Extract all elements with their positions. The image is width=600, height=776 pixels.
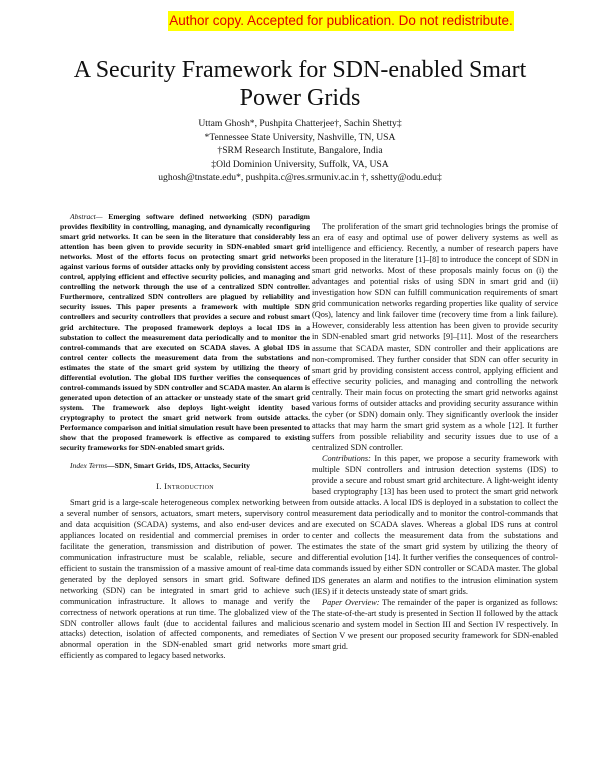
section-title: Introduction [164, 481, 214, 492]
title-line-1: A Security Framework for SDN-enabled Smart [73, 57, 527, 83]
affiliation-3: ‡Old Dominion University, Suffolk, VA, USA [211, 158, 389, 170]
right-paragraph-1: The proliferation of the smart grid technologies brings the promise of an era of easy and optimal use of power delivery systems as well as intelligence and efficiency. Recently, a number of research papers have been proposed in the literature [1]–[8] to introduce the concept of SDN in smart grid networks. Most of these proposals mainly focus on (i) the advantages and potential risks of using SDN in smart grid and (ii) investigation how SDN can fulfill communication requirements of smart grid communication networks regarding properties like quality of service (Qos), latency and link failover time (recovery time from a link failure). However, considerably less attention has been given to provide security in SDN-enabled smart grid networks [9]–[11]. Most of the researchers assume that SCADA master, SDN controller and their applications are non-compromised. They further consider that SDN can offer security in smart grid by providing consistent access control, applying efficient and effective security policies, and managing and controlling the network centrally. Their main focus on protecting the smart grid networks against various forms of outsider attacks and providing security assurance within the cyber (or SDN) domain only. They significantly overlook the insider attacks that may harm the smart grid system as a whole [12]. It further suffers from possible reliability and security issues due to use of a centralized SDN controller. [312, 222, 558, 452]
contributions-text: In this paper, we propose a security framework with multiple SDN controllers and intrusion detection systems (IDS) to provide a secure and robust smart grid architecture. A light-weight identy based cryptography [13] has been used to protect the smart grid network from outside attacks. A local IDS is deployed in a substation to collect the measurement data periodically and to monitor the control-commands that are executed on SCADA slaves. Whereas a global IDS runs at control center and collects the measurement data from the substations and estimates the state of the smart grid system by utilizing the theory of differential evolution [14]. It further verifies the consequences of control-commands issued by either SDN controller or SCADA master. The global IDS generates an alarm and notifies to the intrusion elimination system (IES) if it detects unsteady state of smart grids. [312, 453, 558, 596]
author-emails: ughosh@tnstate.edu*, pushpita.c@res.srmuniv.ac.in †, sshetty@odu.edu‡ [158, 172, 442, 184]
contributions-paragraph [312, 453, 558, 597]
title-line-2: Power Grids [239, 85, 361, 111]
paper-title [40, 56, 560, 112]
contributions-label: Contributions: [322, 453, 371, 463]
copyright-banner: Author copy. Accepted for publication. Do not redistribute. [168, 11, 514, 31]
index-terms [60, 461, 310, 472]
abstract-label: Abstract— [70, 212, 103, 221]
section-number: I. [156, 481, 162, 492]
abstract [60, 212, 310, 453]
overview-label: Paper Overview: [322, 597, 380, 607]
author-block [40, 117, 560, 185]
section-heading-introduction [60, 481, 310, 492]
left-column [60, 212, 310, 662]
overview-text: The remainder of the paper is organized as follows: The state-of-the-art study is presented in Section II followed by the attack scenario and system model in Section III and Section IV respectively. In Section V we present our proposed security framework for SDN-enabled smart grid. [312, 597, 558, 651]
affiliation-2: †SRM Research Institute, Bangalore, India [217, 145, 383, 157]
intro-paragraph: Smart grid is a large-scale heterogeneous complex networking between a several number of sensors, actuators, smart meters, supervisory control and data acquisition (SCADA) systems, and also end-user devices and appliances located on residential and commercial premises in order to facilitate the generation, transmission and distribution of power. The communication infrastructure must be scalable, reliable, secure and efficient to sustain the transmission of a massive amount of real-time data generated by the deployed sensors in smart grid. Software defined networking (SDN) can be integrated in smart grid to achieve such communication infrastructure. It allows to manage and verify the correctness of network operations at run time. The globalized view of the SDN controller allows fault (due to accidental failures and malicious attacks) detection, isolation of affected components, and remediates of abnormal operation in the SDN-enabled smart grid networks more efficiently as compared to legacy based networks. [60, 498, 310, 661]
index-terms-text: —SDN, Smart Grids, IDS, Attacks, Security [107, 461, 250, 471]
right-column [312, 221, 558, 652]
affiliation-1: *Tennessee State University, Nashville, TN, USA [204, 131, 396, 143]
author-names: Uttam Ghosh*, Pushpita Chatterjee†, Sachin Shetty‡ [198, 118, 402, 129]
overview-paragraph [312, 597, 558, 652]
abstract-text: Emerging software defined networking (SDN) paradigm provides flexibility in controlling, managing, and dynamically reconfiguring smart grid networks. It can be seen in the literature that considerably less attention has been given to provide security in SDN-enabled smart grid networks. Most of the efforts focus on protecting smart grid networks against various forms of outsider attacks only by providing consistent access control, applying efficient and effective security policies, and managing and controlling the network through the use of a centralized SDN controller. Furthermore, centralized SDN controllers are plagued by reliability and security issues. This paper presents a framework with multiple SDN controllers and security controllers that provides a secure and robust smart grid architecture. The proposed framework deploys a local IDS in a substation to collect the measurement data periodically and to monitor the control-commands that are executed on SCADA slaves. A global IDS in control center collects the measurement data from the substations and estimates the state of the smart grid system by utilizing the theory of differential evolution. The global IDS further verifies the consequences of control-commands issued by SDN controller and SCADA master. An alarm is generated upon detection of an attacker or unsteady state of the smart grid system. The framework also deploys light-weight identity based cryptography to protect the smart grid network from outside attacks. Performance comparison and initial simulation result have been presented to show that the proposed framework is effective as compared to existing security frameworks for SDN-enabled smart grids. [60, 212, 310, 453]
index-terms-label: Index Terms [70, 461, 108, 471]
